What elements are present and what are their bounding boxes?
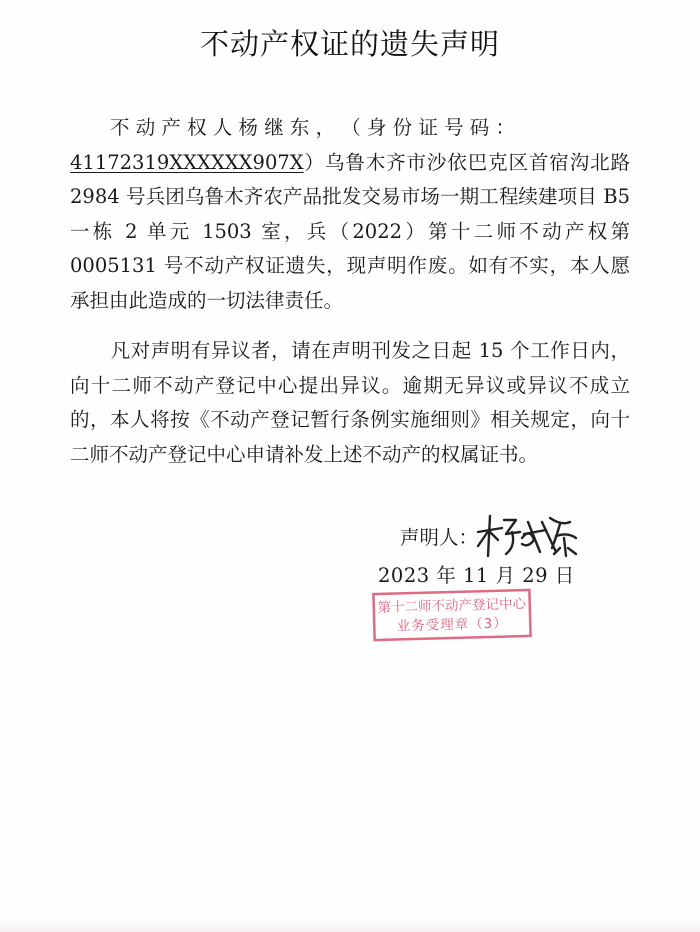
document-title: 不动产权证的遗失声明 — [199, 27, 500, 61]
official-stamp — [371, 588, 532, 642]
paragraph-rest: ）乌鲁木齐市沙依巴克区首宿沟北路 2984 号兵团乌鲁木齐农产品批发交易市场一期工程续建项目 B5 一栋 2 单元 1503 室，兵（2022）第十二师不动产权第 0005131 号不动产权证遗失，现声明作废。如有不实，本人愿承担由此造成的一切法律责任。 — [70, 150, 630, 312]
declaration-date: 2023 年 11 月 29 日 — [378, 564, 575, 587]
declarant-label: 声明人： — [400, 526, 479, 549]
paragraph-objection-text: 凡对声明有异议者，请在声明刊发之日起 15 个工作日内，向十二师不动产登记中心提出异议。逾期无异议或异议不成立的，本人将按《不动产登记暂行条例实施细则》相关规定，向十二师不动产登记中心申请补发上述不动产的权属证书。 — [70, 339, 630, 466]
id-number: 41172319XXXXXX907X — [70, 150, 304, 174]
handwritten-signature — [472, 508, 582, 560]
paragraph-objection — [70, 334, 630, 472]
page-edge — [0, 920, 700, 932]
paragraph-statement — [70, 111, 630, 318]
paragraph-lead: 不 动 产 权 人 杨 继 东 ， （ 身 份 证 号 码 ： — [110, 116, 515, 139]
stamp-line-2: 业务受理章（3） — [396, 615, 508, 635]
stamp-line-1: 第十二师不动产登记中心 — [377, 596, 527, 616]
